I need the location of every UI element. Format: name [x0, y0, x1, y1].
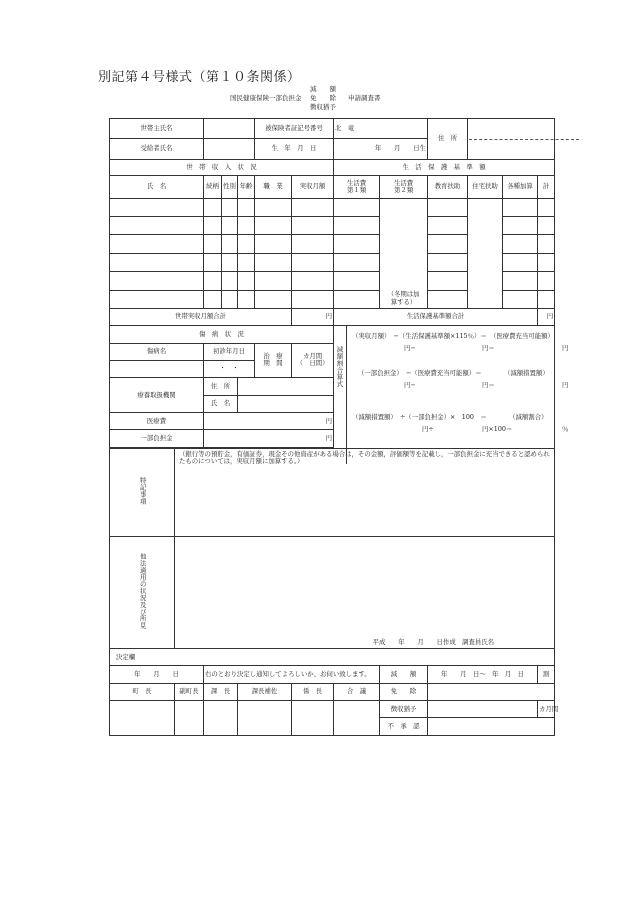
exemption-field[interactable]	[428, 683, 555, 700]
member-income-cell[interactable]	[292, 217, 334, 235]
member-name-cell[interactable]	[110, 235, 204, 253]
role-subsection-chief: 係 長	[292, 683, 334, 700]
living-additions-cell[interactable]	[503, 272, 538, 290]
member-age-cell[interactable]	[238, 235, 255, 253]
institution-name-field[interactable]	[238, 395, 334, 412]
member-row	[110, 198, 555, 216]
stamp-subsection-chief[interactable]	[292, 701, 334, 736]
member-relation-cell[interactable]	[204, 217, 222, 235]
member-relation-cell[interactable]	[204, 198, 222, 216]
stamp-mayor[interactable]	[110, 701, 175, 736]
institution-address-label: 住 所	[204, 378, 238, 395]
living-education-cell[interactable]	[428, 272, 468, 290]
member-name-cell[interactable]	[110, 290, 204, 308]
institution-name-label: 氏 名	[204, 395, 238, 412]
living-section-title: 生 活 保 護 基 準 額	[334, 159, 555, 175]
member-name-cell[interactable]	[110, 217, 204, 235]
address-dashed-line	[469, 135, 579, 140]
deferment-field[interactable]	[428, 701, 538, 718]
calc-line1: （実収月額） −（生活保護基準額×115％）＝ （医療費充当可能額）	[352, 332, 554, 341]
living-standard-total-label: 生活保護基準額合計	[334, 308, 538, 325]
member-income-cell[interactable]	[292, 290, 334, 308]
living-additions-cell[interactable]	[503, 198, 538, 216]
member-age-cell[interactable]	[238, 217, 255, 235]
living-col-additions: 各種加算	[503, 176, 538, 198]
living-additions-cell[interactable]	[503, 217, 538, 235]
calc-line1-yen-b: 円＝	[482, 344, 495, 353]
living-total-cell[interactable]	[538, 217, 555, 235]
member-occupation-cell[interactable]	[255, 272, 292, 290]
member-occupation-cell[interactable]	[255, 290, 292, 308]
copay-label: 一部負担金	[110, 430, 204, 447]
calc-line1-yen-a: 円−	[404, 344, 416, 353]
living-standard-total-field[interactable]: 円	[538, 308, 555, 325]
medical-fee-field[interactable]: 円	[204, 413, 334, 430]
recipient-name-field[interactable]	[204, 139, 255, 159]
illness-section-title: 傷 病 状 況	[110, 326, 334, 343]
special-remarks-label-cell	[110, 448, 175, 536]
rejection-field[interactable]	[428, 718, 555, 736]
calc-line2-yen-b: 円＝	[482, 381, 495, 390]
form-title-deferment: 徴収猶予	[310, 103, 336, 111]
decision-date[interactable]: 年 月 日	[110, 666, 204, 683]
medical-fee-label: 医療費	[110, 413, 204, 430]
living-col-total: 計	[538, 176, 555, 198]
living-col-class1: 生活費 第１類	[334, 176, 380, 198]
other-law-field[interactable]	[175, 536, 555, 648]
other-law-label-cell	[110, 536, 175, 648]
result-rejection-label: 不 承 認	[380, 718, 428, 736]
income-col-occupation: 職 業	[255, 176, 292, 198]
form-title-main: 国民健康保険一部負担金	[230, 94, 302, 102]
living-col-class2: 生活費 第２類	[380, 176, 428, 198]
member-income-cell[interactable]	[292, 253, 334, 271]
living-total-cell[interactable]	[538, 235, 555, 253]
member-income-cell[interactable]	[292, 272, 334, 290]
decision-approval-text: 右のとおり決定し通知してよろしいか、お伺い致します。	[204, 666, 380, 683]
household-income-total-label: 世帯実収月額合計	[110, 308, 292, 325]
member-relation-cell[interactable]	[204, 272, 222, 290]
income-col-monthly-income: 実収月額	[292, 176, 334, 198]
householder-name-label: 世帯主氏名	[110, 119, 204, 139]
document-title: 別記第４号様式（第１０条関係）	[98, 70, 301, 85]
living-total-cell[interactable]	[538, 253, 555, 271]
deferment-months-field[interactable]: カ月間	[538, 701, 555, 718]
institution-address-field[interactable]	[238, 378, 334, 395]
member-occupation-cell[interactable]	[255, 198, 292, 216]
stamp-assistant-chief[interactable]	[238, 701, 292, 736]
living-total-cell[interactable]	[538, 198, 555, 216]
treatment-months-field[interactable]: カ月間 （ 日間）	[292, 343, 334, 378]
living-class1-cell[interactable]	[334, 290, 380, 308]
member-occupation-cell[interactable]	[255, 217, 292, 235]
result-reduction-label: 減 額	[380, 666, 428, 683]
recipient-name-label: 受給者氏名	[110, 139, 204, 159]
treatment-period-label: 治 療 期 間	[255, 343, 292, 378]
member-name-cell[interactable]	[110, 198, 204, 216]
winter-note: （冬期は加 算する）	[387, 290, 420, 306]
form-title-reduction: 減 額	[310, 85, 336, 93]
member-sex-cell[interactable]	[222, 272, 238, 290]
role-deputy-mayor: 副町長	[175, 683, 204, 700]
living-education-cell[interactable]	[428, 217, 468, 235]
member-age-cell[interactable]	[238, 198, 255, 216]
member-relation-cell[interactable]	[204, 235, 222, 253]
address-label: 住 所	[428, 119, 468, 160]
living-total-cell[interactable]	[538, 272, 555, 290]
member-occupation-cell[interactable]	[255, 235, 292, 253]
decision-label: 決定欄	[110, 649, 555, 666]
role-consultation: 合 議	[334, 683, 380, 700]
living-housing-cell[interactable]	[468, 198, 503, 308]
form-title-exemption: 免 除	[310, 94, 336, 102]
special-remarks-label: 特記事項	[138, 477, 147, 505]
member-age-cell[interactable]	[238, 290, 255, 308]
address-field[interactable]	[468, 119, 555, 160]
living-education-cell[interactable]	[428, 198, 468, 216]
member-occupation-cell[interactable]	[255, 253, 292, 271]
calc-line1-yen-c: 円	[562, 344, 569, 353]
member-relation-cell[interactable]	[204, 290, 222, 308]
householder-name-field[interactable]	[204, 119, 255, 139]
member-income-cell[interactable]	[292, 235, 334, 253]
living-additions-cell[interactable]	[503, 235, 538, 253]
living-total-cell[interactable]	[538, 290, 555, 308]
result-deferment-label: 徴収猶予	[380, 701, 428, 718]
member-sex-cell[interactable]	[222, 253, 238, 271]
result-exemption-label: 免 除	[380, 683, 428, 700]
role-mayor: 町 長	[110, 683, 175, 700]
insured-number-field[interactable]	[334, 119, 428, 139]
first-visit-label: 初診年月日	[204, 343, 255, 360]
living-additions-cell[interactable]	[503, 290, 538, 308]
birth-date-label: 生 年 月 日	[255, 139, 334, 159]
copay-field[interactable]: 円	[204, 430, 334, 447]
living-class1-cell[interactable]	[334, 235, 380, 253]
member-income-cell[interactable]	[292, 198, 334, 216]
birth-date-field[interactable]: 年 月 日生	[334, 139, 428, 159]
calc-line3-yen-a: 円÷	[422, 425, 434, 434]
other-law-label: 他法適用の状況及び所見	[138, 553, 147, 630]
calc-line2-yen-a: 円−	[404, 381, 416, 390]
household-income-total-field[interactable]: 円	[292, 308, 334, 325]
member-sex-cell[interactable]	[222, 217, 238, 235]
living-class1-cell[interactable]	[334, 272, 380, 290]
member-sex-cell[interactable]	[222, 235, 238, 253]
member-sex-cell[interactable]	[222, 198, 238, 216]
special-remarks-field[interactable]	[175, 448, 555, 536]
calc-divider	[346, 326, 347, 464]
special-remarks-note: （銀行等の預貯金，有価証券，現金その他資産がある場合は，その金額，評価額等を記載し，一部負担金に充当できると認められたものについては，実収月額に加算する。）	[179, 449, 550, 466]
member-relation-cell[interactable]	[204, 253, 222, 271]
reduction-calc-box	[334, 326, 569, 449]
disease-name-label: 傷病名	[110, 343, 204, 360]
disease-name-field[interactable]	[110, 360, 204, 377]
form-title	[230, 84, 400, 110]
insured-number-label: 被保険者証記号番号	[255, 119, 334, 139]
reduction-percent-field[interactable]: 割	[538, 666, 555, 683]
creation-date-investigator: 平成 年 月 日作成 調査員氏名	[372, 637, 495, 646]
income-col-relation: 続柄	[204, 176, 222, 198]
member-age-cell[interactable]	[238, 272, 255, 290]
calc-line2: （一部負担金） −（医療費充当可能額）＝ （減額措置額）	[358, 369, 549, 378]
stamp-deputy-mayor[interactable]	[175, 701, 204, 736]
form-title-survey: 申請調査書	[348, 94, 381, 102]
living-col-housing: 住宅扶助	[468, 176, 503, 198]
income-col-age: 年齢	[238, 176, 255, 198]
reduction-calc-label: 減額割合算式	[335, 346, 344, 388]
living-class1-cell[interactable]	[334, 198, 380, 216]
member-sex-cell[interactable]	[222, 290, 238, 308]
insured-number-prefix: 北 竜	[335, 124, 355, 133]
calc-line3: （減額措置額） ÷（一部負担金）× 100 ＝ （減額割合）	[352, 413, 548, 422]
role-assistant-chief: 課長補佐	[238, 683, 292, 700]
member-age-cell[interactable]	[238, 253, 255, 271]
calc-line3-percent: ％	[562, 425, 569, 434]
member-name-cell[interactable]	[110, 253, 204, 271]
income-section-title: 世 帯 収 入 状 況	[110, 159, 334, 175]
reduction-period-field[interactable]: 年 月 日〜 年 月 日	[428, 666, 538, 683]
institution-label: 療養取扱機関	[110, 378, 204, 413]
living-class1-cell[interactable]	[334, 217, 380, 235]
stamp-section-chief[interactable]	[204, 701, 238, 736]
first-visit-field[interactable]: ・ ・	[204, 360, 255, 377]
living-education-cell[interactable]	[428, 235, 468, 253]
living-class1-cell[interactable]	[334, 253, 380, 271]
living-class2-cell[interactable]	[380, 198, 428, 308]
calc-line2-yen-c: 円	[562, 381, 569, 390]
stamp-consultation[interactable]	[334, 701, 380, 736]
calc-line3-yen-b: 円×100＝	[482, 425, 513, 434]
member-name-cell[interactable]	[110, 272, 204, 290]
living-col-education: 教育扶助	[428, 176, 468, 198]
income-col-sex: 性別	[222, 176, 238, 198]
role-section-chief: 課 長	[204, 683, 238, 700]
living-education-cell[interactable]	[428, 290, 468, 308]
living-education-cell[interactable]	[428, 253, 468, 271]
application-survey-form	[109, 118, 569, 736]
living-additions-cell[interactable]	[503, 253, 538, 271]
income-col-name: 氏 名	[110, 176, 204, 198]
